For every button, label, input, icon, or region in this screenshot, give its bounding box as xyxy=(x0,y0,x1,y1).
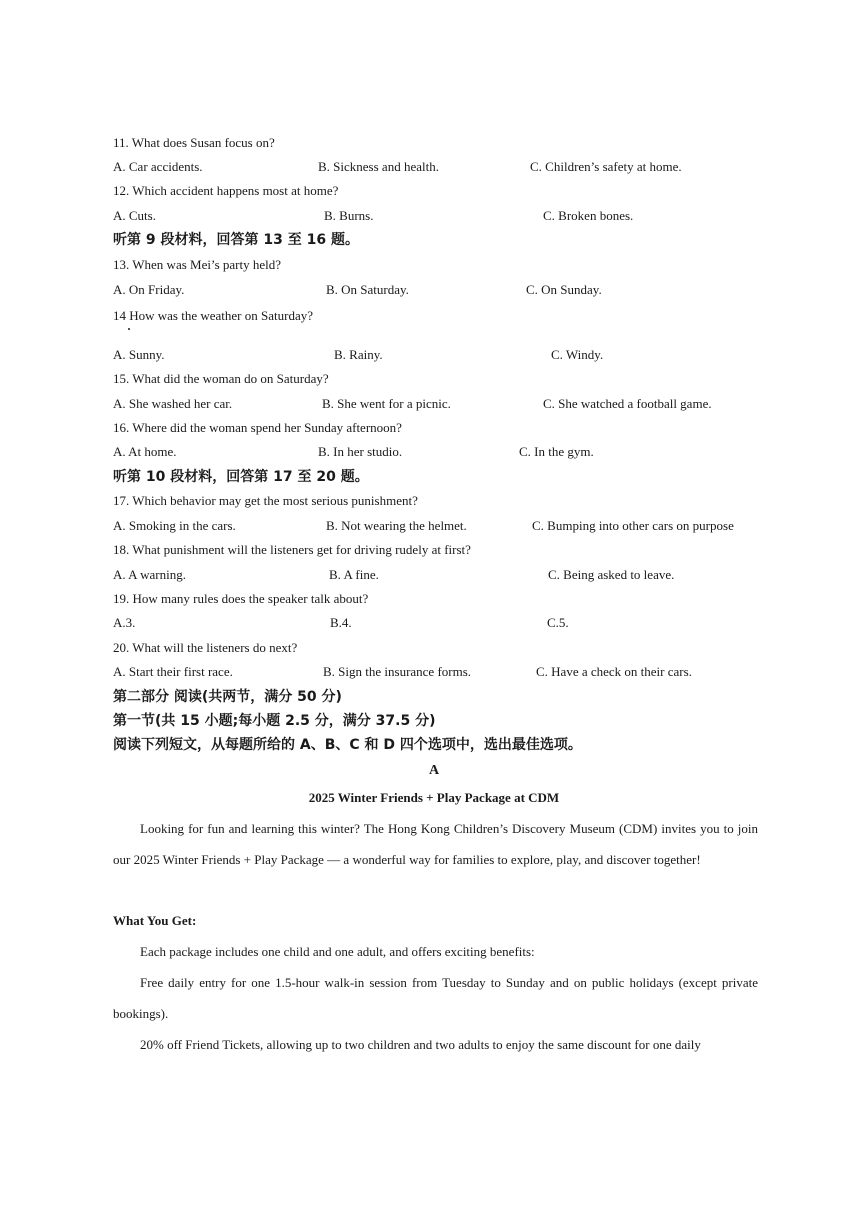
passage-paragraph-3: 20% off Friend Tickets, allowing up to two children and two adults to enjoy the same discount for one daily xyxy=(140,1037,701,1052)
q13-option-c: C. On Sunday. xyxy=(526,282,602,297)
q13-option-a: A. On Friday. xyxy=(113,282,185,297)
question-18: 18. What punishment will the listeners get for driving rudely at first? xyxy=(113,542,471,557)
passage-title: 2025 Winter Friends + Play Package at CDM xyxy=(308,790,560,805)
q15-option-c: C. She watched a football game. xyxy=(543,396,712,411)
q12-option-c: C. Broken bones. xyxy=(543,208,634,223)
q18-option-c: C. Being asked to leave. xyxy=(548,567,675,582)
q11-option-a: A. Car accidents. xyxy=(113,159,203,174)
q20-option-c: C. Have a check on their cars. xyxy=(536,664,692,679)
passage-intro: Looking for fun and learning this winter? The Hong Kong Children’s Discovery Museum (CDM) invites you to join our 2025 Winter Friends + Play Package — a wonderful way for families to explore, play, and discover together! xyxy=(113,821,758,867)
q13-option-b: B. On Saturday. xyxy=(326,282,409,297)
q19-option-b: B.4. xyxy=(330,615,352,630)
material-10-heading: 听第 10 段材料，回答第 17 至 20 题。 xyxy=(113,469,369,485)
q19-option-c: C.5. xyxy=(547,615,569,630)
question-17: 17. Which behavior may get the most serious punishment? xyxy=(113,493,418,508)
material-9-heading: 听第 9 段材料，回答第 13 至 16 题。 xyxy=(113,232,359,248)
passage-paragraph-2: Free daily entry for one 1.5-hour walk-in session from Tuesday to Sunday and on public holidays (except private bookings). xyxy=(113,975,758,1021)
q16-option-c: C. In the gym. xyxy=(519,444,594,459)
question-16: 16. Where did the woman spend her Sunday afternoon? xyxy=(113,420,402,435)
q17-option-b: B. Not wearing the helmet. xyxy=(326,518,467,533)
question-14: 14 How was the weather on Saturday? xyxy=(113,308,313,323)
q16-option-b: B. In her studio. xyxy=(318,444,403,459)
q17-option-c: C. Bumping into other cars on purpose xyxy=(532,518,734,533)
q11-option-b: B. Sickness and health. xyxy=(318,159,439,174)
question-13: 13. When was Mei’s party held? xyxy=(113,257,281,272)
question-12: 12. Which accident happens most at home? xyxy=(113,183,339,198)
q14-option-a: A. Sunny. xyxy=(113,347,165,362)
q18-option-b: B. A fine. xyxy=(329,567,379,582)
q20-option-b: B. Sign the insurance forms. xyxy=(323,664,472,679)
q16-option-a: A. At home. xyxy=(113,444,177,459)
q12-option-b: B. Burns. xyxy=(324,208,374,223)
passage-letter: A xyxy=(428,763,440,778)
section-one-heading: 第一节(共 15 小题;每小题 2.5 分，满分 37.5 分) xyxy=(113,713,436,729)
question-20: 20. What will the listeners do next? xyxy=(113,640,298,655)
part-two-heading: 第二部分 阅读(共两节，满分 50 分) xyxy=(113,689,342,705)
what-you-get-heading: What You Get: xyxy=(113,913,197,928)
instruction-heading: 阅读下列短文，从每题所给的 A、B、C 和 D 四个选项中，选出最佳选项。 xyxy=(113,737,582,753)
q18-option-a: A. A warning. xyxy=(113,567,186,582)
question-15: 15. What did the woman do on Saturday? xyxy=(113,371,329,386)
q14-option-c: C. Windy. xyxy=(551,347,604,362)
question-11: 11. What does Susan focus on? xyxy=(113,135,275,150)
q17-option-a: A. Smoking in the cars. xyxy=(113,518,236,533)
q15-option-b: B. She went for a picnic. xyxy=(322,396,451,411)
stray-mark xyxy=(128,328,130,330)
q12-option-a: A. Cuts. xyxy=(113,208,156,223)
passage-paragraph-1: Each package includes one child and one adult, and offers exciting benefits: xyxy=(140,944,535,959)
question-19: 19. How many rules does the speaker talk about? xyxy=(113,591,369,606)
q20-option-a: A. Start their first race. xyxy=(113,664,233,679)
q14-option-b: B. Rainy. xyxy=(334,347,383,362)
q19-option-a: A.3. xyxy=(113,615,136,630)
q11-option-c: C. Children’s safety at home. xyxy=(530,159,682,174)
q15-option-a: A. She washed her car. xyxy=(113,396,233,411)
